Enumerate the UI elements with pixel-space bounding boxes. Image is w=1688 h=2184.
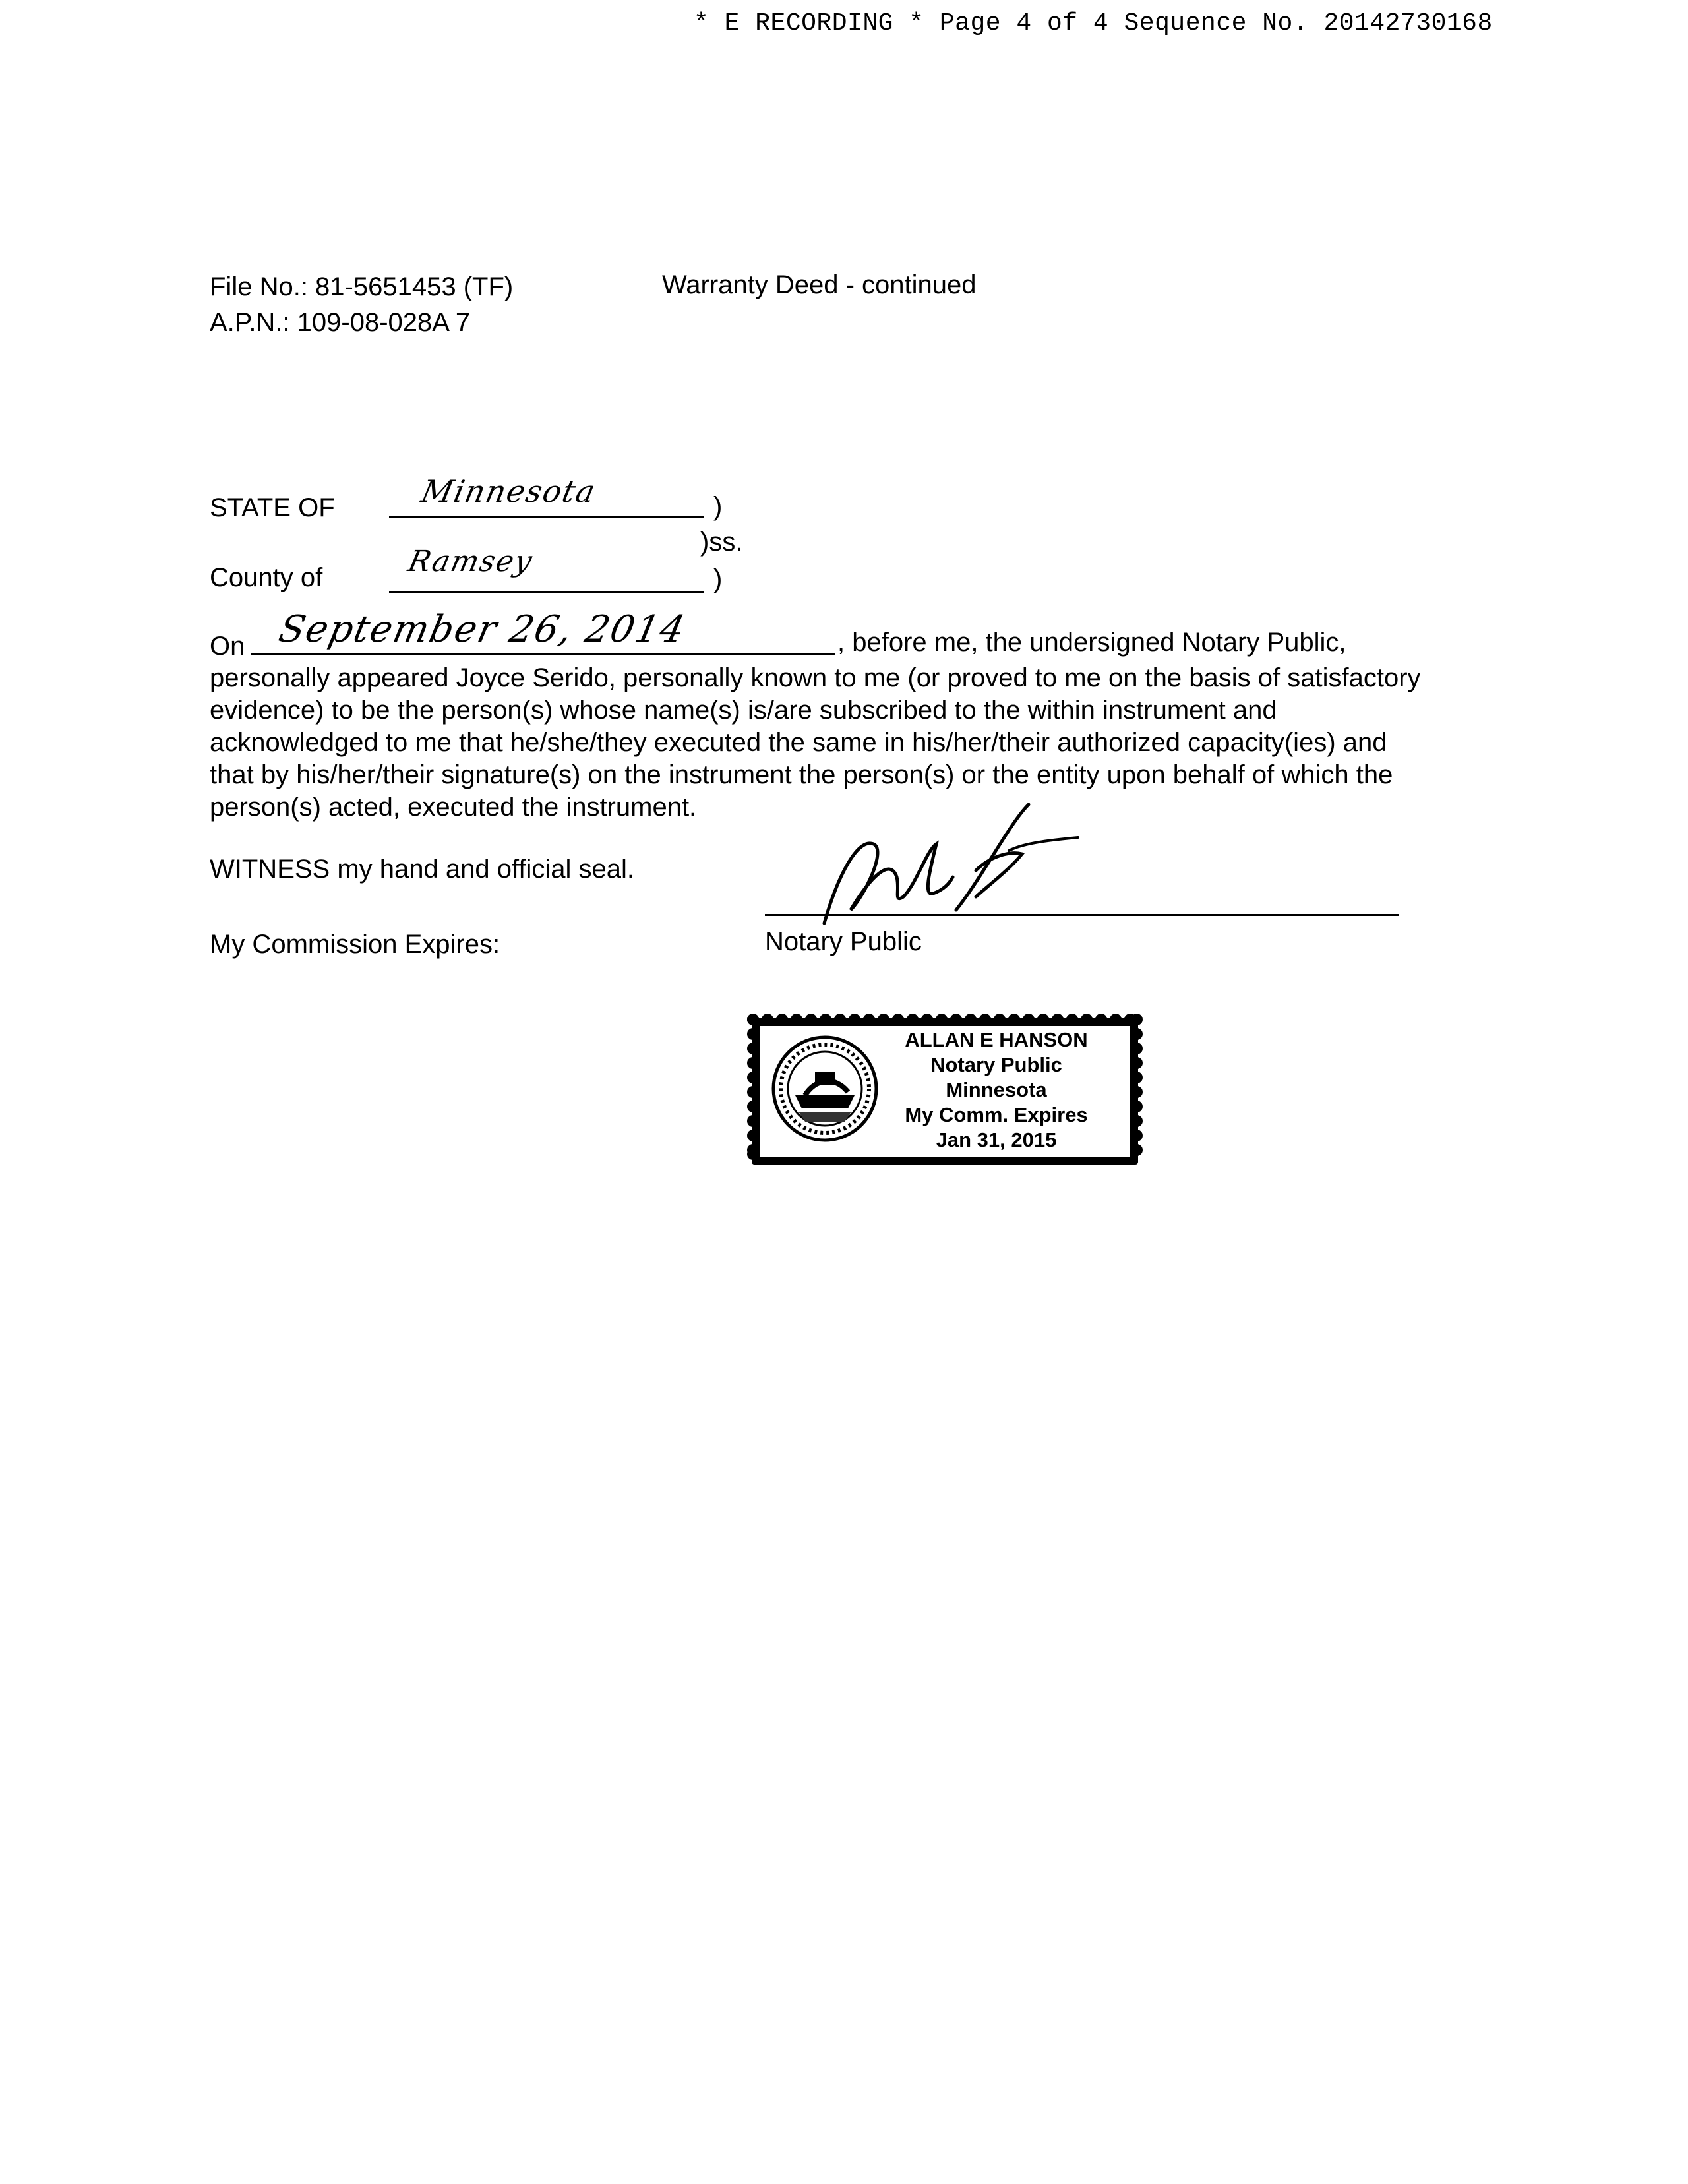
ack-line: that by his/her/their signature(s) on the instrument the person(s) or the entity upon behalf of which the: [210, 760, 1393, 789]
state-label: STATE OF: [210, 493, 335, 522]
county-handwritten: Ramsey: [405, 545, 536, 578]
stamp-state: Minnesota: [946, 1078, 1047, 1101]
ack-line: acknowledged to me that he/she/they executed the same in his/her/their authorized capacity(ies) and: [210, 728, 1387, 757]
document-title: Warranty Deed - continued: [662, 270, 977, 299]
ack-line: evidence) to be the person(s) whose name(s) is/are subscribed to the within instrument and: [210, 696, 1277, 725]
state-rule: [389, 516, 704, 518]
stamp-expiry-date: Jan 31, 2015: [936, 1128, 1057, 1151]
file-info: [210, 269, 513, 340]
county-label: County of: [210, 563, 323, 592]
state-seal-icon: [769, 1033, 881, 1145]
stamp-text: [874, 1027, 1118, 1153]
commission-expires-label: My Commission Expires:: [210, 930, 500, 959]
notary-public-label: Notary Public: [765, 927, 922, 956]
apn-number: A.P.N.: 109-08-028A 7: [210, 308, 471, 337]
date-handwritten: September 26, 2014: [275, 608, 690, 651]
recording-header: * E RECORDING * Page 4 of 4 Sequence No. 20142730168: [694, 9, 1493, 38]
ack-line: personally appeared Joyce Serido, personally known to me (or proved to me on the basis of satisfactory: [210, 663, 1421, 692]
acknowledgment-text: [210, 662, 1421, 824]
county-paren: ): [713, 564, 723, 593]
file-number: File No.: 81-5651453 (TF): [210, 272, 514, 301]
state-handwritten: Minnesota: [418, 473, 600, 509]
stamp-notary-name: ALLAN E HANSON: [905, 1028, 1088, 1051]
ss-mark: )ss.: [700, 528, 743, 557]
stamp-commission: My Comm. Expires: [905, 1103, 1088, 1126]
stamp-title: Notary Public: [930, 1053, 1062, 1076]
date-rule: [251, 653, 835, 655]
county-rule: [389, 591, 704, 593]
before-me-text: , before me, the undersigned Notary Public,: [837, 628, 1346, 657]
notary-stamp: [742, 1009, 1147, 1165]
witness-text: WITNESS my hand and official seal.: [210, 855, 634, 884]
ack-line: person(s) acted, executed the instrument.: [210, 793, 697, 822]
signature-line: [765, 914, 1399, 916]
on-label: On: [210, 632, 245, 661]
state-paren: ): [713, 492, 723, 521]
notary-signature: [811, 798, 1088, 930]
